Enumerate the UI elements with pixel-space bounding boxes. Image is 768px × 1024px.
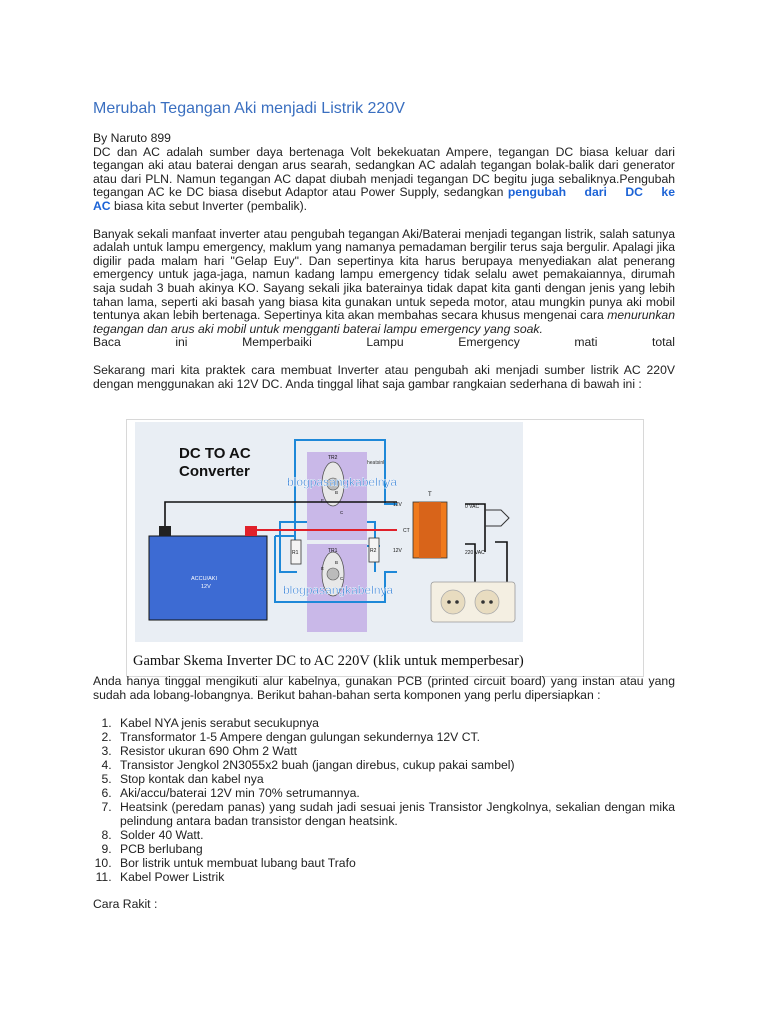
- article-lower: [93, 675, 675, 912]
- list-item: 5. Stop kontak dan kabel nya: [115, 772, 675, 786]
- label-heatsink: heatsink: [367, 460, 386, 466]
- label-b-bottom: B: [335, 560, 339, 565]
- circuit-diagram[interactable]: [135, 422, 523, 642]
- label-c-bottom: C: [340, 576, 344, 581]
- list-item: 6. Aki/accu/baterai 12V min 70% setrumannya.: [115, 786, 675, 800]
- paragraph-instructions: Anda hanya tinggal mengikuti alur kabelnya, gunakan PCB (printed circuit board) yang instan atau yang sudah ada lobang-lobangnya. Berikut bahan-bahan serta komponen yang perlu dipersiapkan :: [93, 674, 675, 702]
- list-item: 1. Kabel NYA jenis serabut secukupnya: [115, 716, 675, 730]
- label-r1: R1: [292, 550, 299, 556]
- cara-rakit-heading: Cara Rakit :: [93, 897, 158, 912]
- battery: [149, 526, 267, 620]
- label-ct: CT: [403, 528, 410, 534]
- list-item: 3. Resistor ukuran 690 Ohm 2 Watt: [115, 744, 675, 758]
- list-item: 11. Kabel Power Listrik: [115, 870, 675, 884]
- figure-caption[interactable]: Gambar Skema Inverter DC to AC 220V (klik untuk memperbesar): [133, 653, 524, 669]
- paragraph-intro: [93, 146, 675, 214]
- benefits-text: Banyak sekali manfaat inverter atau pengubah tegangan Aki/Baterai menjadi tegangan listrik, salah satunya adalah untuk lampu emergency, maklum yang namanya pemadaman bergilir terus saja bergulir. Apalagi jika digilir pada malam hari "Gelap Euy". Dan sepertinya kita harus berupaya menyediakan alat penerang emergency untuk jaga-jaga, namun kadang lampu emergency tidak selalu awet pemakaiannya, dirumah saja sudah 3 buah akinya KO. Sayang sekali jika baterainya tidak dapat kita ganti dengan jenis yang lebih tahan lama, seperti aki basah yang biasa kita gunakan untuk sepeda motor, atau mungkin punya aki mobil tentunya akan lebih bertenaga. Sepertinya kita akan membahas secara khusus mengenai cara: [93, 226, 675, 323]
- label-12v-top: 12V: [393, 502, 402, 508]
- label-220vac: 220 VAC: [465, 550, 485, 556]
- label-tr2: TR2: [328, 455, 338, 461]
- label-t: T: [428, 492, 432, 498]
- intro-tail: biasa kita sebut Inverter (pembalik).: [114, 198, 308, 213]
- resistor-r2: [369, 538, 379, 562]
- label-b-top: B: [335, 490, 339, 495]
- watermark-bottom: blogpasangkabelnya: [283, 583, 394, 597]
- list-item: 4. Transistor Jengkol 2N3055x2 buah (jangan direbus, cukup pakai sambel): [115, 758, 675, 772]
- diagram-title-line1: DC TO AC: [179, 445, 251, 462]
- intro-text: DC dan AC adalah sumber daya bertenaga Volt bekekuatan Ampere, tegangan DC biasa keluar dari tegangan aki atau baterai dengan arus searah, sedangkan AC adalah tegangan bolak-balik dari generator atau dari PLN. Namun tegangan AC dapat diubah menjadi tegangan DC begitu juga sebaliknya.Pengubah tegangan AC ke DC biasa disebut Adaptor atau Power Supply, sedangkan: [93, 144, 675, 200]
- list-item: 9. PCB berlubang: [115, 842, 675, 856]
- battery-label-line1: ACCU/AKI: [191, 576, 217, 582]
- label-c-top: C: [340, 510, 344, 515]
- materials-list: [93, 716, 675, 884]
- watermark-top: blogpasangkabelnya: [287, 475, 398, 489]
- list-item: 7. Heatsink (peredam panas) yang sudah jadi sesuai jenis Transistor Jengkolnya, sekalian dengan mika pelindung antara badan transistor dengan heatsink.: [115, 800, 675, 828]
- label-e-top: E: [321, 498, 325, 503]
- list-item: 2. Transformator 1-5 Ampere dengan gulungan sekundernya 12V CT.: [115, 730, 675, 744]
- label-0vac: 0 VAC: [465, 504, 480, 510]
- battery-label-line2: 12V: [201, 584, 211, 590]
- label-tr1: TR1: [328, 548, 338, 554]
- article-title: Merubah Tegangan Aki menjadi Listrik 220V: [93, 100, 405, 117]
- article: [93, 100, 675, 391]
- list-item: 10. Bor listrik untuk membuat lubang baut Trafo: [115, 856, 675, 870]
- byline: By Naruto 899: [93, 131, 171, 145]
- resistor-r1: [291, 540, 301, 564]
- label-r2: R2: [370, 548, 377, 554]
- label-12v-bottom: 12V: [393, 548, 402, 554]
- paragraph-practice: Sekarang mari kita praktek cara membuat Inverter atau pengubah aki menjadi sumber listrik AC 220V dengan menggunakan aki 12V DC. Anda tinggal lihat saja gambar rangkaian sederhana di bawah ini :: [93, 362, 675, 391]
- diagram-title-line2: Converter: [179, 463, 250, 480]
- read-also-link[interactable]: Baca ini Memperbaiki Lampu Emergency mati total: [93, 335, 675, 350]
- dc-ac-link[interactable]: pengubah dari DC ke AC: [93, 185, 675, 213]
- label-e-bottom: E: [321, 566, 325, 571]
- benefits-italic: menurunkan tegangan dan arus aki mobil untuk mengganti baterai lampu emergency yang soak.: [93, 308, 675, 336]
- power-socket: [431, 582, 515, 622]
- paragraph-benefits: [93, 228, 675, 337]
- list-item: 8. Solder 40 Watt.: [115, 828, 675, 842]
